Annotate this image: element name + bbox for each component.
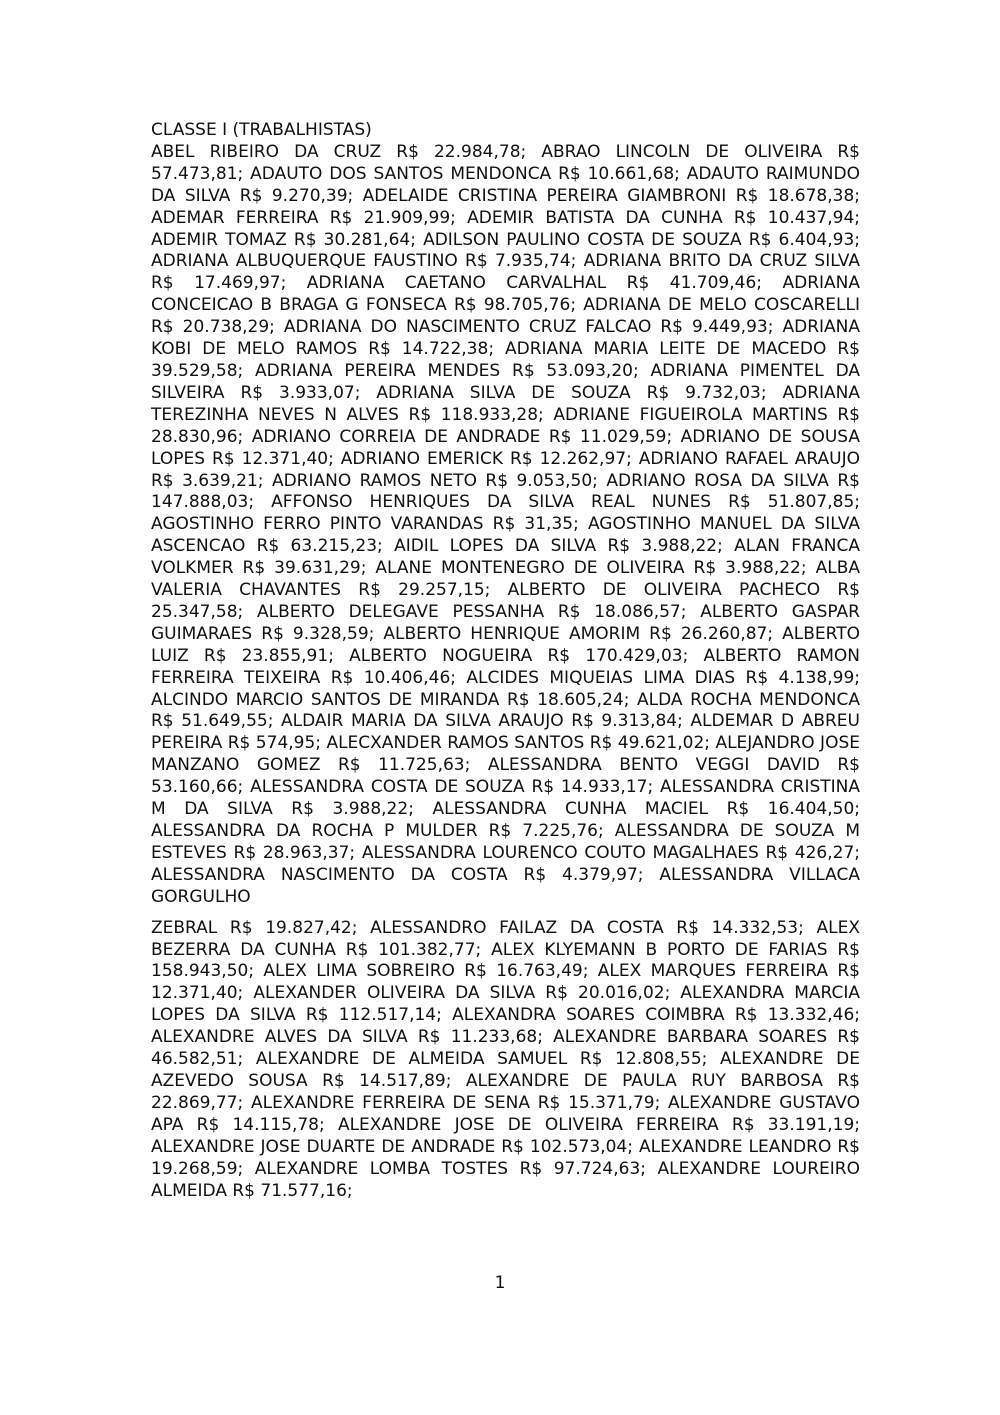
section-heading: CLASSE I (TRABALHISTAS) xyxy=(151,120,372,140)
creditor-list-paragraph-1: ABEL RIBEIRO DA CRUZ R$ 22.984,78; ABRAO LINCOLN DE OLIVEIRA R$ 57.473,81; ADAUTO DOS SANTOS MENDONCA R$ 10.661,68; ADAUTO RAIMUNDO DA SILVA R$ 9.270,39; ADELAIDE CRISTINA PEREIRA GIAMBRONI R$ 18.678,38; ADEMAR FERREIRA R$ 21.909,99; ADEMIR BATISTA DA CUNHA R$ 10.437,94; ADEMIR TOMAZ R$ 30.281,64; ADILSON PAULINO COSTA DE SOUZA R$ 6.404,93; ADRIANA ALBUQUERQUE FAUSTINO R$ 7.935,74; ADRIANA BRITO DA CRUZ SILVA R$ 17.469,97; ADRIANA CAETANO CARVALHAL R$ 41.709,46; ADRIANA CONCEICAO B BRAGA G FONSECA R$ 98.705,76; ADRIANA DE MELO COSCARELLI R$ 20.738,29; ADRIANA DO NASCIMENTO CRUZ FALCAO R$ 9.449,93; ADRIANA KOBI DE MELO RAMOS R$ 14.722,38; ADRIANA MARIA LEITE DE MACEDO R$ 39.529,58; ADRIANA PEREIRA MENDES R$ 53.093,20; ADRIANA PIMENTEL DA SILVEIRA R$ 3.933,07; ADRIANA SILVA DE SOUZA R$ 9.732,03; ADRIANA TEREZINHA NEVES N ALVES R$ 118.933,28; ADRIANE FIGUEIROLA MARTINS R$ 28.830,96; ADRIANO CORREIA DE ANDRADE R$ 11.029,59; ADRIANO DE SOUSA LOPES R$ 12.371,40; ADRIANO EMERICK R$ 12.262,97; ADRIANO RAFAEL ARAUJO R$ 3.639,21; ADRIANO RAMOS NETO R$ 9.053,50; ADRIANO ROSA DA SILVA R$ 147.888,03; AFFONSO HENRIQUES DA SILVA REAL NUNES R$ 51.807,85; AGOSTINHO FERRO PINTO VARANDAS R$ 31,35; AGOSTINHO MANUEL DA SILVA ASCENCAO R$ 63.215,23; AIDIL LOPES DA SILVA R$ 3.988,22; ALAN FRANCA VOLKMER R$ 39.631,29; ALANE MONTENEGRO DE OLIVEIRA R$ 3.988,22; ALBA VALERIA CHAVANTES R$ 29.257,15; ALBERTO DE OLIVEIRA PACHECO R$ 25.347,58; ALBERTO DELEGAVE PESSANHA R$ 18.086,57; ALBERTO GASPAR GUIMARAES R$ 9.328,59; ALBERTO HENRIQUE AMORIM R$ 26.260,87; ALBERTO LUIZ R$ 23.855,91; ALBERTO NOGUEIRA R$ 170.429,03; ALBERTO RAMON FERREIRA TEIXEIRA R$ 10.406,46; ALCIDES MIQUEIAS LIMA DIAS R$ 4.138,99; ALCINDO MARCIO SANTOS DE MIRANDA R$ 18.605,24; ALDA ROCHA MENDONCA R$ 51.649,55; ALDAIR MARIA DA SILVA ARAUJO R$ 9.313,84; ALDEMAR D ABREU PEREIRA R$ 574,95; ALECXANDER RAMOS SANTOS R$ 49.621,02; ALEJANDRO JOSE MANZANO GOMEZ R$ 11.725,63; ALESSANDRA BENTO VEGGI DAVID R$ 53.160,66; ALESSANDRA COSTA DE SOUZA R$ 14.933,17; ALESSANDRA CRISTINA M DA SILVA R$ 3.988,22; ALESSANDRA CUNHA MACIEL R$ 16.404,50; ALESSANDRA DA ROCHA P MULDER R$ 7.225,76; ALESSANDRA DE SOUZA M ESTEVES R$ 28.963,37; ALESSANDRA LOURENCO COUTO MAGALHAES R$ 426,27; ALESSANDRA NASCIMENTO DA COSTA R$ 4.379,97; ALESSANDRA VILLACA GORGULHO xyxy=(151,141,860,907)
document-body xyxy=(151,120,860,1202)
creditor-list-paragraph-2: ZEBRAL R$ 19.827,42; ALESSANDRO FAILAZ DA COSTA R$ 14.332,53; ALEX BEZERRA DA CUNHA R$ 101.382,77; ALEX KLYEMANN B PORTO DE FARIAS R$ 158.943,50; ALEX LIMA SOBREIRO R$ 16.763,49; ALEX MARQUES FERREIRA R$ 12.371,40; ALEXANDER OLIVEIRA DA SILVA R$ 20.016,02; ALEXANDRA MARCIA LOPES DA SILVA R$ 112.517,14; ALEXANDRA SOARES COIMBRA R$ 13.332,46; ALEXANDRE ALVES DA SILVA R$ 11.233,68; ALEXANDRE BARBARA SOARES R$ 46.582,51; ALEXANDRE DE ALMEIDA SAMUEL R$ 12.808,55; ALEXANDRE DE AZEVEDO SOUSA R$ 14.517,89; ALEXANDRE DE PAULA RUY BARBOSA R$ 22.869,77; ALEXANDRE FERREIRA DE SENA R$ 15.371,79; ALEXANDRE GUSTAVO APA R$ 14.115,78; ALEXANDRE JOSE DE OLIVEIRA FERREIRA R$ 33.191,19; ALEXANDRE JOSE DUARTE DE ANDRADE R$ 102.573,04; ALEXANDRE LEANDRO R$ 19.268,59; ALEXANDRE LOMBA TOSTES R$ 97.724,63; ALEXANDRE LOUREIRO ALMEIDA R$ 71.577,16; xyxy=(151,917,860,1201)
page-number: 1 xyxy=(494,1273,506,1293)
